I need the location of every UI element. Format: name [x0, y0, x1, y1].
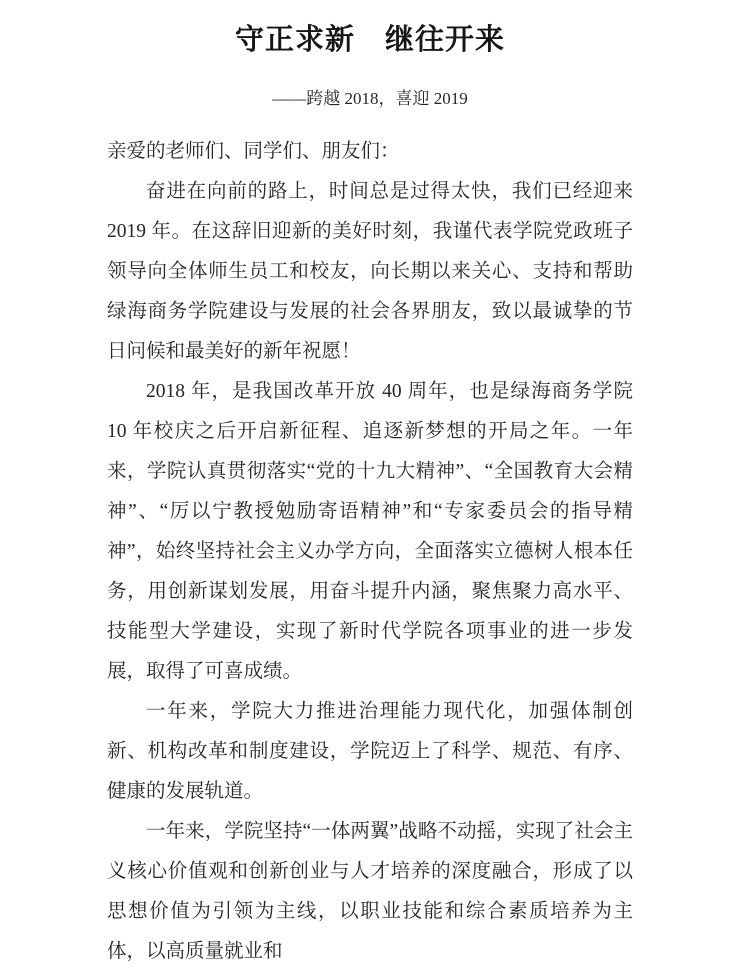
- document-body: [107, 132, 633, 972]
- paragraph-new-year-greeting: 奋进在向前的路上，时间总是过得太快，我们已经迎来 2019 年。在这辞旧迎新的美好时刻，我谨代表学院党政班子领导向全体师生员工和校友，向长期以来关心、支持和帮助绿海商务学院建设与发展的社会各界朋友，致以最诚挚的节日问候和最美好的新年祝愿！: [107, 181, 633, 362]
- paragraph-2018-review: 2018 年，是我国改革开放 40 周年，也是绿海商务学院 10 年校庆之后开启新征程、追逐新梦想的开局之年。一年来，学院认真贯彻落实“党的十九大精神”、“全国教育大会精神”、“厉以宁教授勉励寄语精神”和“专家委员会的指导精神”，始终坚持社会主义办学方向，全面落实立德树人根本任务，用创新谋划发展，用奋斗提升内涵，聚焦聚力高水平、技能型大学建设，实现了新时代学院各项事业的进一步发展，取得了可喜成绩。: [107, 381, 633, 682]
- document-page: [107, 0, 633, 972]
- salutation-line: 亲爱的老师们、同学们、朋友们：: [107, 141, 400, 162]
- document-subtitle: ——跨越 2018，喜迎 2019: [272, 89, 468, 108]
- document-title: 守正求新 继往开来: [234, 24, 505, 56]
- paragraph-strategy: 一年来，学院坚持“一体两翼”战略不动摇，实现了社会主义核心价值观和创新创业与人才培养的深度融合，形成了以思想价值为引领为主线，以职业技能和综合素质培养为主体，以高质量就业和: [107, 821, 633, 962]
- paragraph-governance: 一年来，学院大力推进治理能力现代化，加强体制创新、机构改革和制度建设，学院迈上了科学、规范、有序、健康的发展轨道。: [107, 701, 633, 802]
